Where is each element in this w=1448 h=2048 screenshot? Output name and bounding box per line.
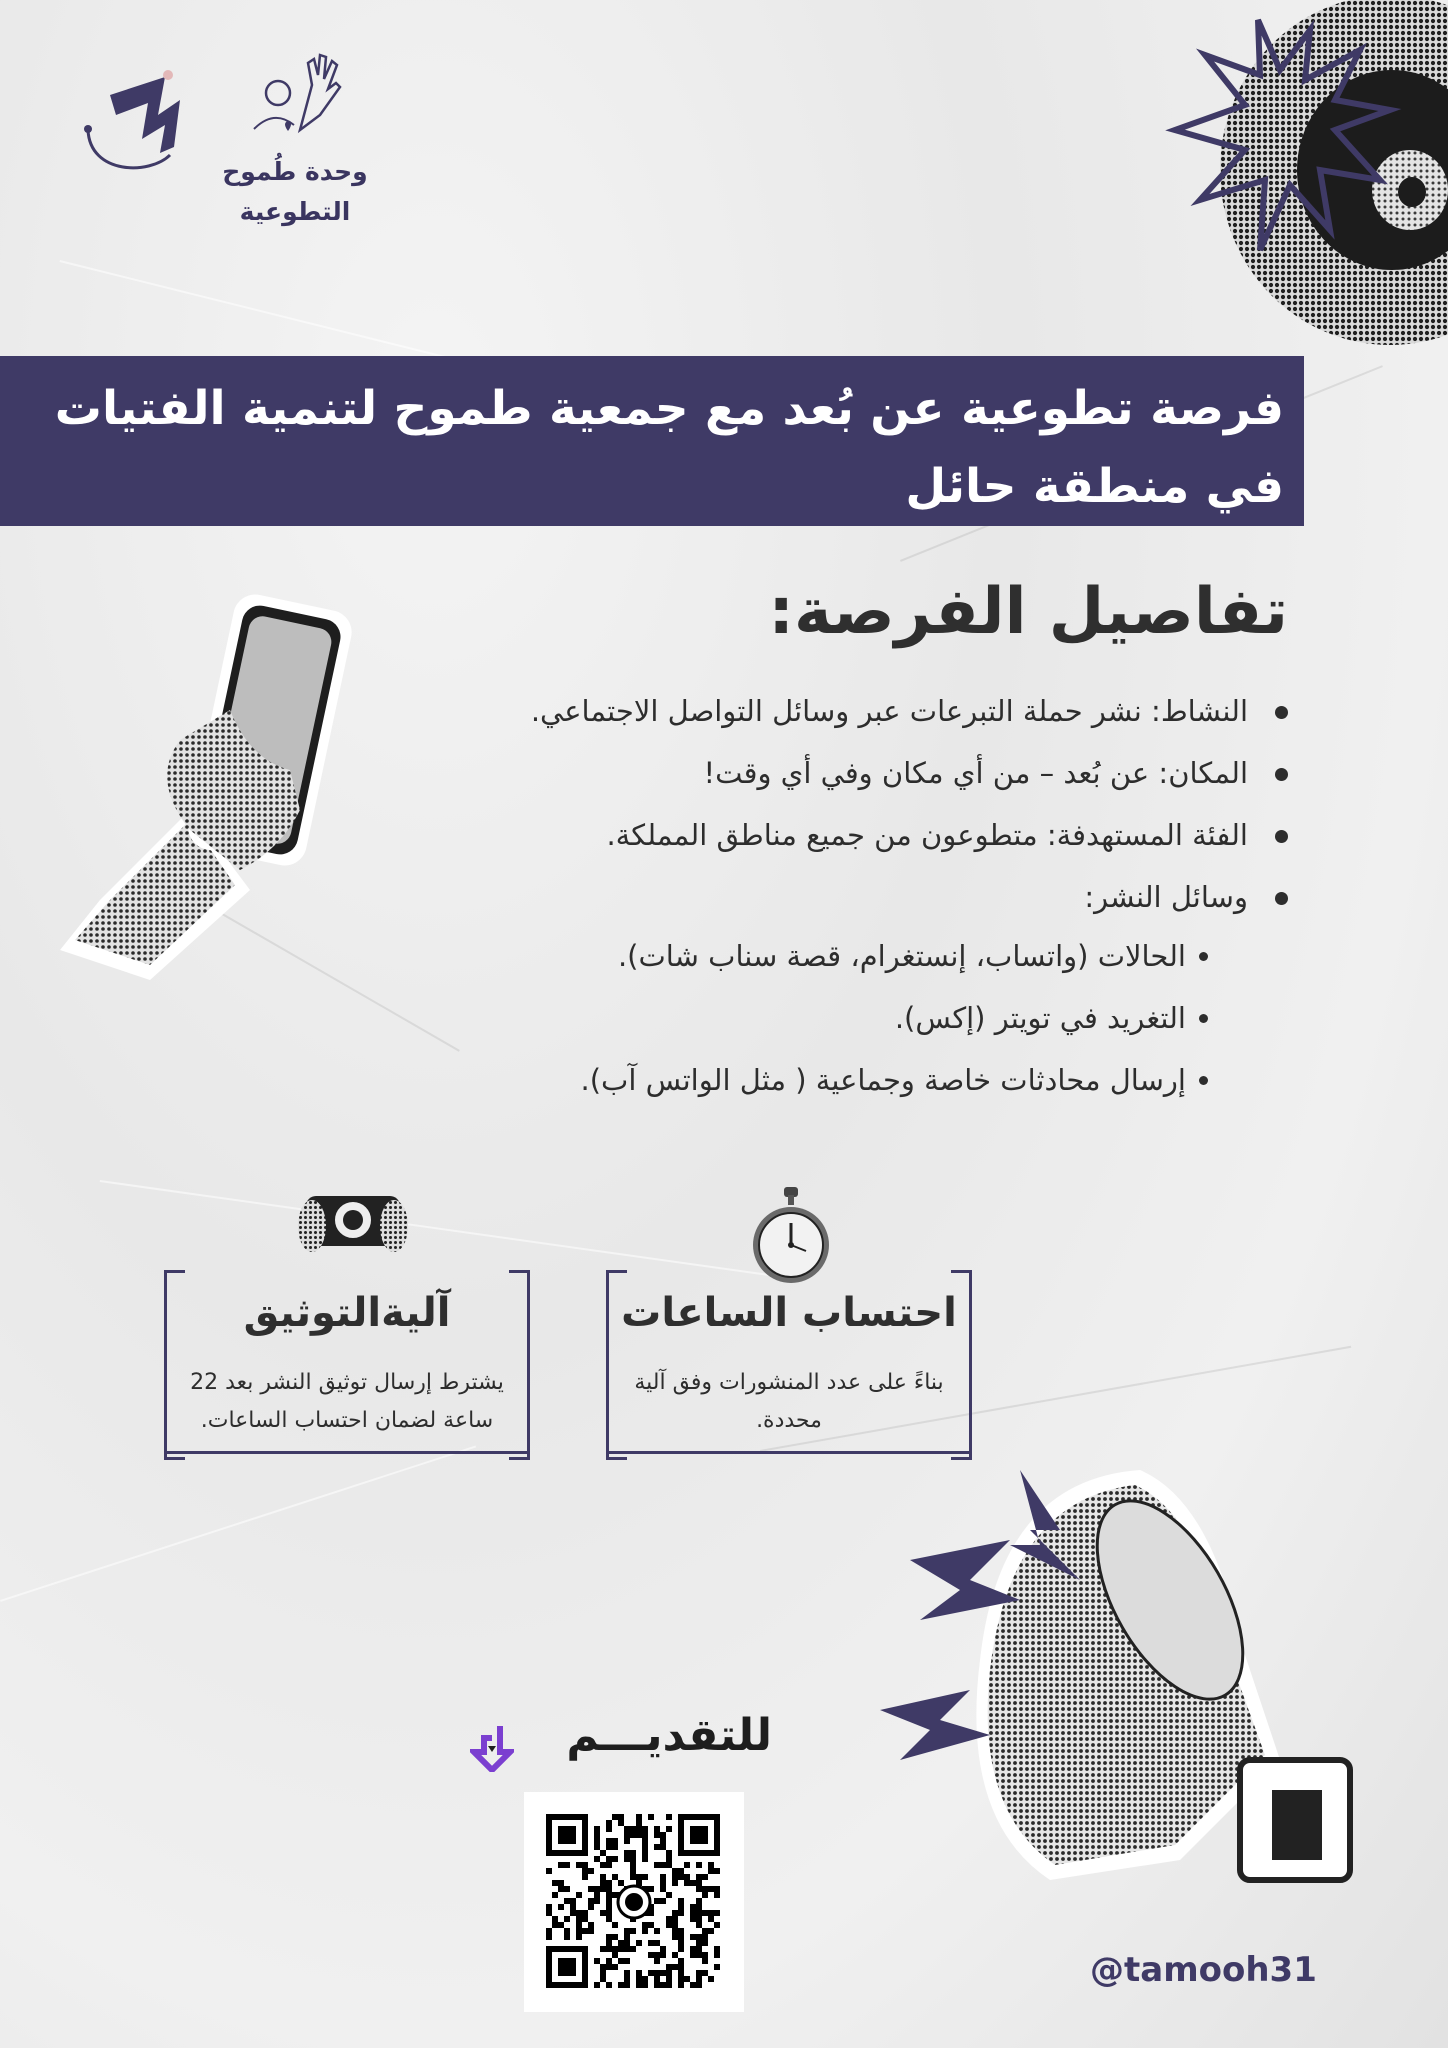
apply-label: للتقديـــم [566, 1710, 772, 1761]
channel-item: إرسال محادثات خاصة وجماعية ( مثل الواتس آب). [308, 1049, 1208, 1111]
channel-item: الحالات (واتساب، إنستغرام، قصة سناب شات). [308, 925, 1208, 987]
detail-location: المكان: عن بُعد – من أي مكان وفي أي وقت! [308, 742, 1288, 804]
unit-name-line1: وحدة طُموح [222, 157, 368, 186]
details-heading: تفاصيل الفرصة: [768, 575, 1288, 649]
unit-name-line2: التطوعية [239, 197, 351, 226]
social-handle: @tamooh31 [1090, 1950, 1317, 1990]
verification-box [164, 1270, 530, 1454]
qr-code[interactable] [524, 1792, 744, 2012]
title-line1: فرصة تطوعية عن بُعد مع جمعية طموح لتنمية الفتيات [54, 381, 1284, 436]
title-banner [0, 356, 1304, 526]
detail-target-audience: الفئة المستهدفة: متطوعون من جميع مناطق المملكة. [308, 804, 1288, 866]
hours-calculation-box [606, 1270, 972, 1454]
verification-title: آليةالتوثيق [243, 1290, 451, 1336]
verification-text: يشترط إرسال توثيق النشر بعد 22 ساعة لضمان احتساب الساعات. [190, 1370, 504, 1433]
title-line2: في منطقة حائل [905, 459, 1284, 514]
hours-calculation-title: احتساب الساعات [621, 1290, 957, 1336]
volunteer-unit-logo [215, 45, 375, 225]
tamooh-logo [70, 55, 220, 175]
publishing-channels-list [308, 925, 1208, 1111]
channel-item: التغريد في تويتر (إكس). [308, 987, 1208, 1049]
detail-activity: النشاط: نشر حملة التبرعات عبر وسائل التواصل الاجتماعي. [308, 680, 1288, 742]
volunteer-hand-icon [240, 45, 350, 145]
hours-calculation-text: بناءً على عدد المنشورات وفق آلية محددة. [634, 1370, 944, 1433]
arrow-down-icon [470, 1722, 514, 1772]
details-list [308, 680, 1288, 928]
megaphone-illustration-bottom [880, 1460, 1400, 1940]
megaphone-illustration-top [1160, 0, 1448, 350]
detail-publishing-channels: وسائل النشر: [308, 866, 1288, 928]
camera-icon [298, 1180, 408, 1266]
